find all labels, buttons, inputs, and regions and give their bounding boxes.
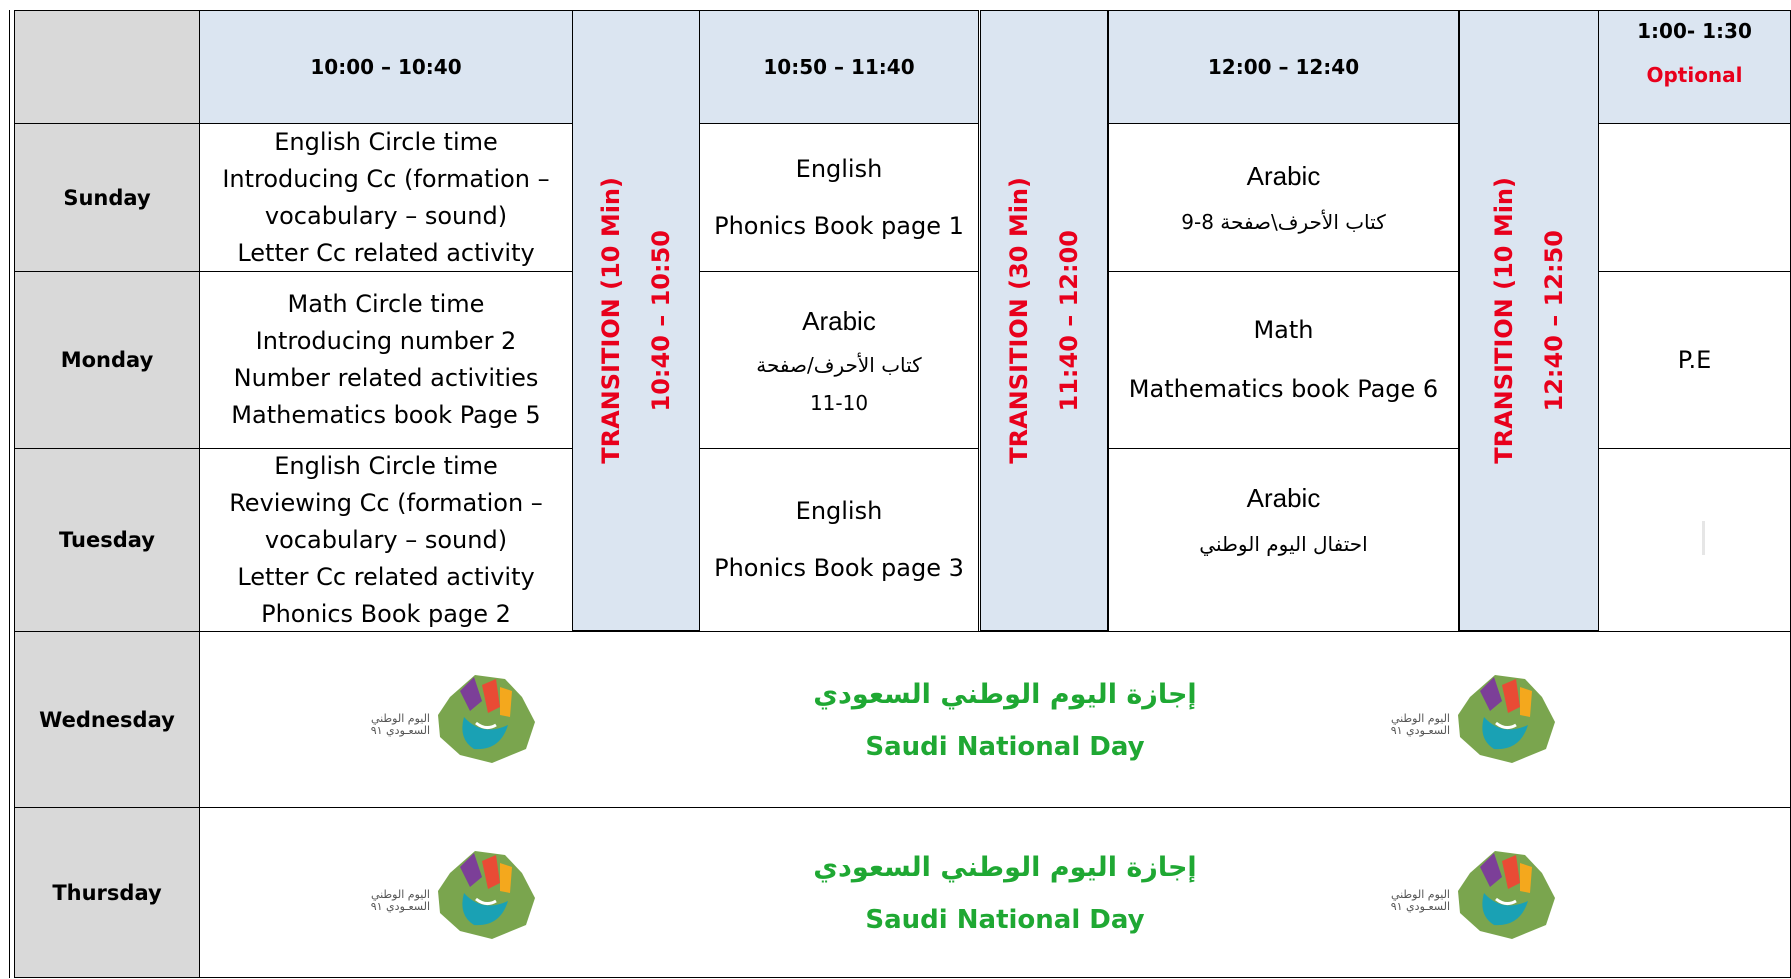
- lesson-detail: Phonics Book page 1: [714, 211, 964, 240]
- saudi-map-logo-icon: [430, 843, 540, 943]
- lesson-detail: Phonics Book page 3: [714, 554, 964, 582]
- logo-caption: [350, 889, 430, 913]
- lesson-line: Letter Cc related activity: [237, 238, 535, 267]
- monday-slot-1: [199, 271, 573, 449]
- lesson-line: Introducing number 2: [255, 327, 517, 355]
- logo-caption: [350, 713, 430, 737]
- day-label-tuesday: Tuesday: [14, 448, 200, 632]
- transition-2-time: 11:40 – 12:00: [1055, 229, 1083, 412]
- logo-caption: [1370, 713, 1450, 737]
- transition-1-time: 10:40 – 10:50: [647, 229, 675, 412]
- transition-3-label: TRANSITION (10 Min): [1490, 177, 1518, 464]
- lesson-line: English Circle time: [274, 451, 498, 480]
- holiday-english: Saudi National Day: [865, 732, 1145, 762]
- tuesday-slot-1: [199, 448, 573, 632]
- header-slot-1-time: 10:00 – 10:40: [310, 55, 462, 79]
- transition-1-label: TRANSITION (10 Min): [597, 177, 625, 464]
- logo-caption-line2: السعـودي ٩١: [370, 724, 430, 737]
- tuesday-slot-4: [1598, 448, 1791, 632]
- national-day-logo: [350, 667, 540, 767]
- national-day-logo: [350, 843, 540, 943]
- transition-column-2: [980, 10, 1108, 631]
- subject-label: English: [795, 154, 883, 183]
- logo-caption-line2: السعـودي ٩١: [370, 900, 430, 913]
- logo-caption-line1: اليوم الوطني: [370, 888, 430, 901]
- logo-caption-line1: اليوم الوطني: [1390, 712, 1450, 725]
- header-optional-label: Optional: [1646, 63, 1743, 87]
- logo-caption-line2: السعـودي ٩١: [1390, 724, 1450, 737]
- sunday-slot-1: [199, 123, 573, 272]
- transition-column-3: [1459, 10, 1599, 631]
- table-outer-border: [9, 10, 12, 978]
- sunday-slot-4: [1598, 123, 1791, 272]
- national-day-logo: [1370, 667, 1560, 767]
- day-label-wednesday: Wednesday: [14, 631, 200, 808]
- transition-2-label: TRANSITION (30 Min): [1005, 177, 1033, 464]
- subject-label: Math: [1253, 316, 1314, 344]
- logo-caption-line1: اليوم الوطني: [370, 712, 430, 725]
- lesson-line: Introducing Cc (formation –: [222, 164, 550, 193]
- logo-caption: [1370, 889, 1450, 913]
- lesson-detail: Mathematics book Page 6: [1128, 375, 1439, 403]
- tuesday-slot-2: [699, 448, 979, 632]
- holiday-text-block: [700, 632, 1310, 809]
- lesson-line: vocabulary – sound): [264, 201, 508, 230]
- corner-cell: [14, 10, 200, 124]
- holiday-arabic: إجازة اليوم الوطني السعودي: [813, 679, 1197, 710]
- lesson-line: Mathematics book Page 5: [231, 401, 541, 429]
- holiday-arabic: إجازة اليوم الوطني السعودي: [813, 852, 1197, 883]
- holiday-text-block: [700, 808, 1310, 979]
- header-slot-3: [1108, 10, 1459, 124]
- lesson-detail-arabic: كتاب الأحرف/صفحة: [756, 352, 922, 377]
- lesson-detail-arabic: احتفال اليوم الوطني: [1199, 532, 1368, 556]
- lesson-detail-pages: 11-10: [809, 390, 869, 415]
- day-label-sunday: Sunday: [14, 123, 200, 272]
- lesson-line: Letter Cc related activity: [237, 562, 535, 591]
- subject-label: Arabic: [1246, 483, 1321, 513]
- holiday-english: Saudi National Day: [865, 905, 1145, 935]
- monday-slot-4: [1598, 271, 1791, 449]
- header-slot-4-time: 1:00- 1:30: [1637, 19, 1752, 43]
- header-slot-1: [199, 10, 573, 124]
- transition-3-time: 12:40 – 12:50: [1540, 229, 1568, 412]
- day-label-monday: Monday: [14, 271, 200, 449]
- header-slot-3-time: 12:00 – 12:40: [1207, 55, 1360, 79]
- sunday-slot-2: [699, 123, 979, 272]
- sunday-slot-3: [1108, 123, 1459, 272]
- national-day-logo: [1370, 843, 1560, 943]
- subject-label: Arabic: [1246, 161, 1321, 191]
- lesson-line: Number related activities: [233, 364, 539, 392]
- subject-label: Arabic: [802, 305, 876, 336]
- header-slot-4: [1598, 10, 1791, 124]
- saudi-map-logo-icon: [430, 667, 540, 767]
- monday-slot-2: [699, 271, 979, 449]
- lesson-line: English Circle time: [274, 127, 498, 156]
- logo-caption-line1: اليوم الوطني: [1390, 888, 1450, 901]
- pe-label: P.E: [1677, 345, 1712, 374]
- header-slot-2-time: 10:50 – 11:40: [763, 55, 915, 79]
- day-label-thursday: Thursday: [14, 807, 200, 978]
- saudi-map-logo-icon: [1450, 667, 1560, 767]
- lesson-line: Math Circle time: [287, 290, 485, 318]
- tuesday-slot-3: [1108, 448, 1459, 632]
- lesson-line: Reviewing Cc (formation –: [229, 488, 543, 517]
- lesson-line: Phonics Book page 2: [261, 599, 511, 628]
- cell-marker: [1702, 521, 1705, 555]
- lesson-detail-arabic: كتاب الأحرف\صفحة 8-9: [1181, 210, 1386, 234]
- lesson-line: vocabulary – sound): [264, 525, 508, 554]
- logo-caption-line2: السعـودي ٩١: [1390, 900, 1450, 913]
- saudi-map-logo-icon: [1450, 843, 1560, 943]
- transition-column-1: [572, 10, 700, 631]
- subject-label: English: [795, 497, 883, 525]
- monday-slot-3: [1108, 271, 1459, 449]
- header-slot-2: [699, 10, 979, 124]
